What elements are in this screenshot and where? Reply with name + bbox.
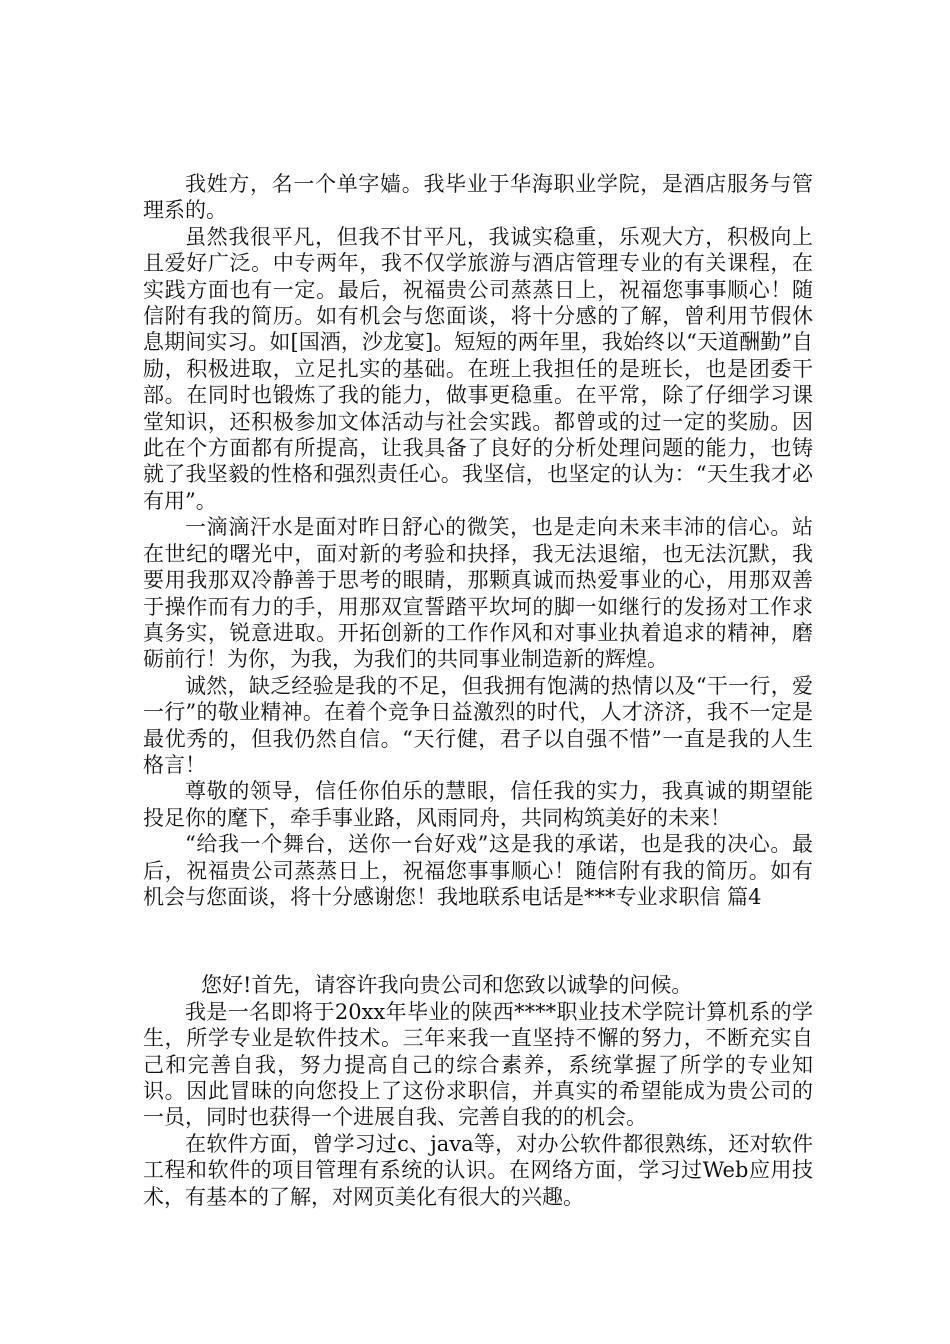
paragraph-intro: 我姓方，名一个单字嫱。我毕业于华海职业学院，是酒店服务与管理系的。 — [143, 172, 813, 223]
section-gap — [143, 910, 813, 972]
paragraph-closing: “给我一个舞台，送你一台好戏”这是我的承诺，也是我的决心。最后，祝福贵公司蒸蒸日上，祝福您事事顺心！随信附有我的简历。如有机会与您面谈，将十分感谢您！我地联系电话是***专业求职信 篇4 — [143, 832, 813, 909]
paragraph-background: 虽然我很平凡，但我不甘平凡，我诚实稳重，乐观大方，积极向上且爱好广泛。中专两年，我不仅学旅游与酒店管理专业的有关课程，在实践方面也有一定。最后，祝福贵公司蒸蒸日上，祝福您事事顺心！随信附有我的简历。如有机会与您面谈，将十分感的了解，曾利用节假休息期间实习。如[国酒，沙龙宴]。短短的两年里，我始终以“天道酬勤”自励，积极进取，立足扎实的基础。在班上我担任的是班长，也是团委干部。在同时也锻炼了我的能力，做事更稳重。在平常，除了仔细学习课堂知识，还积极参加文体活动与社会实践。都曾或的过一定的奖励。因此在个方面都有所提高，让我具备了良好的分析处理问题的能力，也铸就了我坚毅的性格和强烈责任心。我坚信，也坚定的认为：“天生我才必有用”。 — [143, 224, 813, 513]
paragraph-aspiration: 一滴滴汗水是面对昨日舒心的微笑，也是走向未来丰沛的信心。站在世纪的曙光中，面对新的考验和抉择，我无法退缩，也无法沉默，我要用我那双冷静善于思考的眼睛，那颗真诚而热爱事业的心，用那双善于操作而有力的手，用那双宣誓踏平坎坷的脚一如继行的发扬对工作求真务实，锐意进取。开拓创新的工作作风和对事业执着追求的精神，磨砺前行！为你，为我，为我们的共同事业制造新的辉煌。 — [143, 515, 813, 672]
paragraph-skills: 在软件方面，曾学习过c、java等，对办公软件都很熟练，还对软件工程和软件的项目管理有系统的认识。在网络方面，学习过Web应用技术，有基本的了解，对网页美化有很大的兴趣。 — [143, 1131, 813, 1209]
document-body — [143, 171, 813, 1210]
paragraph-confidence: 诚然，缺乏经验是我的不足，但我拥有饱满的热情以及“干一行，爱一行”的敬业精神。在着个竞争日益激烈的时代，人才济济，我不一定是最优秀的，但我仍然自信。“天行健，君子以自强不惜”一直是我的人生格言！ — [143, 673, 813, 777]
paragraph-education: 我是一名即将于20xx年毕业的陕西****职业技术学院计算机系的学生，所学专业是软件技术。三年来我一直坚持不懈的努力，不断充实自己和完善自我，努力提高自己的综合素养，系统掌握了所学的专业知识。因此冒昧的向您投上了这份求职信，并真实的希望能成为贵公司的一员，同时也获得一个进展自我、完善自我的的机会。 — [143, 999, 813, 1130]
greeting-line: 您好!首先，请容许我向贵公司和您致以诚挚的问候。 — [201, 973, 693, 998]
paragraph-respect: 尊敬的领导，信任你伯乐的慧眼，信任我的实力，我真诚的期望能投足你的麾下，牵手事业路，风雨同舟，共同构筑美好的未来！ — [143, 779, 813, 830]
